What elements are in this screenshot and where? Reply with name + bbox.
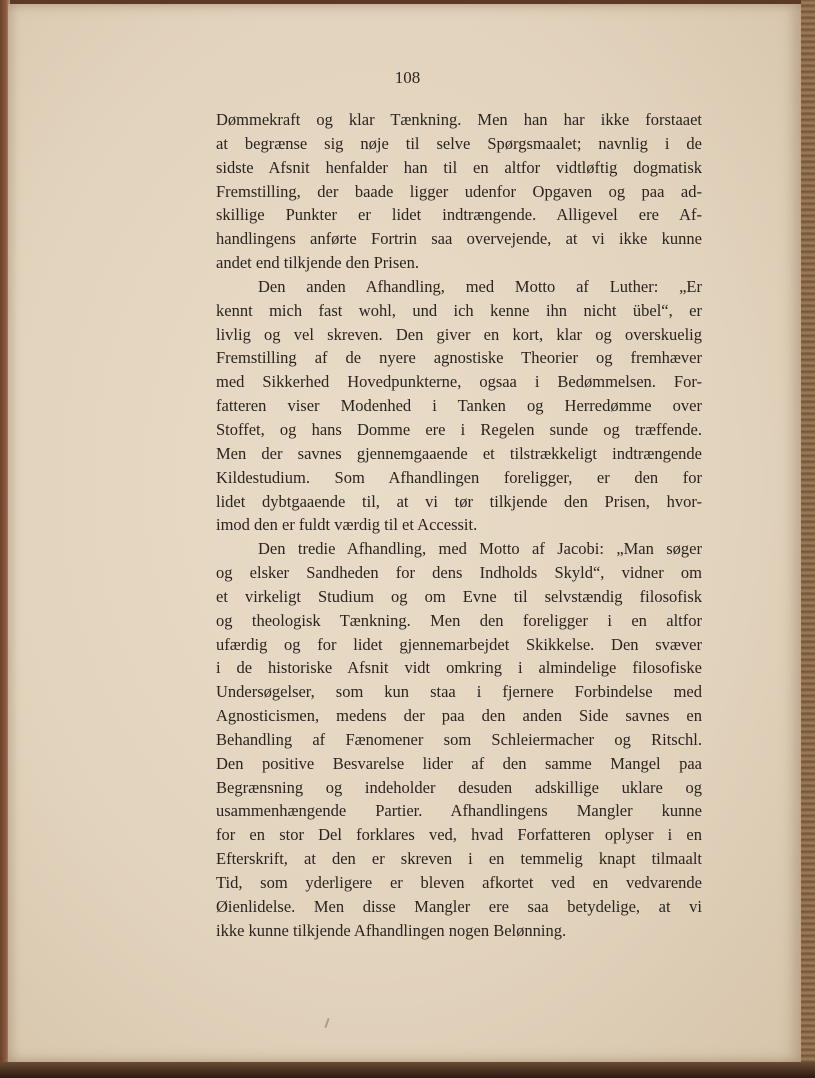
page-number: 108 bbox=[394, 68, 421, 87]
page-edges bbox=[801, 0, 815, 1078]
text-line: Den positive Besvarelse lider af den samme Mangel paa bbox=[216, 753, 702, 773]
text-line: usammenhængende Partier. Afhandlingens Mangler kunne bbox=[216, 801, 702, 821]
text-line: et virkeligt Studium og om Evne til selvstændig filosofisk bbox=[216, 586, 702, 606]
text-line: og elsker Sandheden for dens Indholds Skyld“, vidner om bbox=[216, 563, 702, 583]
text-line: Dømmekraft og klar Tænkning. Men han har ikke forstaaet bbox=[216, 110, 702, 129]
text-line: Behandling af Fænomener som Schleiermacher og Ritschl. bbox=[216, 729, 702, 749]
text-line: ikke kunne tilkjende Afhandlingen nogen Belønning. bbox=[216, 920, 567, 940]
text-line: med Sikkerhed Hovedpunkterne, ogsaa i Bedømmelsen. For- bbox=[216, 372, 702, 392]
body-text bbox=[216, 108, 702, 943]
text-line: Stoffet, og hans Domme ere i Regelen sunde og træffende. bbox=[216, 419, 702, 439]
text-line: Agnosticismen, medens der paa den anden Side savnes en bbox=[216, 706, 702, 726]
text-line: Men der savnes gjennemgaaende et tilstrækkeligt indtrængende bbox=[216, 443, 702, 463]
text-line: sidste Afsnit henfalder han til en altfor vidtløftig dogmatisk bbox=[216, 157, 702, 177]
text-line: Den anden Afhandling, med Motto af Luther: „Er bbox=[258, 276, 702, 296]
text-line: andet end tilkjende den Prisen. bbox=[216, 253, 419, 273]
text-line: livlig og vel skreven. Den giver en kort, klar og overskuelig bbox=[216, 324, 702, 344]
text-line: handlingens anførte Fortrin saa overvejende, at vi ikke kunne bbox=[216, 229, 702, 249]
text-line: imod den er fuldt værdig til et Accessit. bbox=[216, 515, 478, 535]
text-line: Tid, som yderligere er bleven afkortet ved en vedvarende bbox=[216, 873, 702, 892]
text-line: skillige Punkter er lidet indtrængende. Alligevel ere Af- bbox=[216, 205, 702, 225]
text-line: Undersøgelser, som kun staa i fjernere Forbindelse med bbox=[216, 682, 702, 702]
text-line: fatteren viser Modenhed i Tanken og Herredømme over bbox=[216, 396, 702, 416]
text-line: Kildestudium. Som Afhandlingen foreligger, er den for bbox=[216, 467, 702, 487]
text-line: ufærdig og for lidet gjennemarbejdet Skikkelse. Den svæver bbox=[216, 634, 702, 654]
text-line: lidet dybtgaaende til, at vi tør tilkjende den Prisen, hvor- bbox=[216, 491, 702, 511]
bottom-edge bbox=[0, 1062, 815, 1078]
text-line: og theologisk Tænkning. Men den foreligger i en altfor bbox=[216, 610, 702, 630]
text-line: Den tredie Afhandling, med Motto af Jacobi: „Man søger bbox=[258, 539, 702, 559]
text-line: at begrænse sig nøje til selve Spørgsmaalet; navnlig i de bbox=[216, 133, 702, 153]
text-line: Fremstilling af de nyere agnostiske Theorier og fremhæver bbox=[216, 348, 702, 368]
text-line: for en stor Del forklares ved, hvad Forfatteren oplyser i en bbox=[216, 825, 702, 845]
text-line: Fremstilling, der baade ligger udenfor Opgaven og paa ad- bbox=[216, 181, 702, 201]
text-line: kennt mich fast wohl, und ich kenne ihn nicht übel“, er bbox=[216, 300, 702, 320]
text-line: Øienlidelse. Men disse Mangler ere saa betydelige, at vi bbox=[216, 896, 702, 916]
text-line: Begrænsning og indeholder desuden adskillige uklare og bbox=[216, 777, 702, 797]
text-line: i de historiske Afsnit vidt omkring i almindelige filosofiske bbox=[216, 658, 702, 678]
text-line: Efterskrift, at den er skreven i en temmelig knapt tilmaalt bbox=[216, 849, 702, 869]
